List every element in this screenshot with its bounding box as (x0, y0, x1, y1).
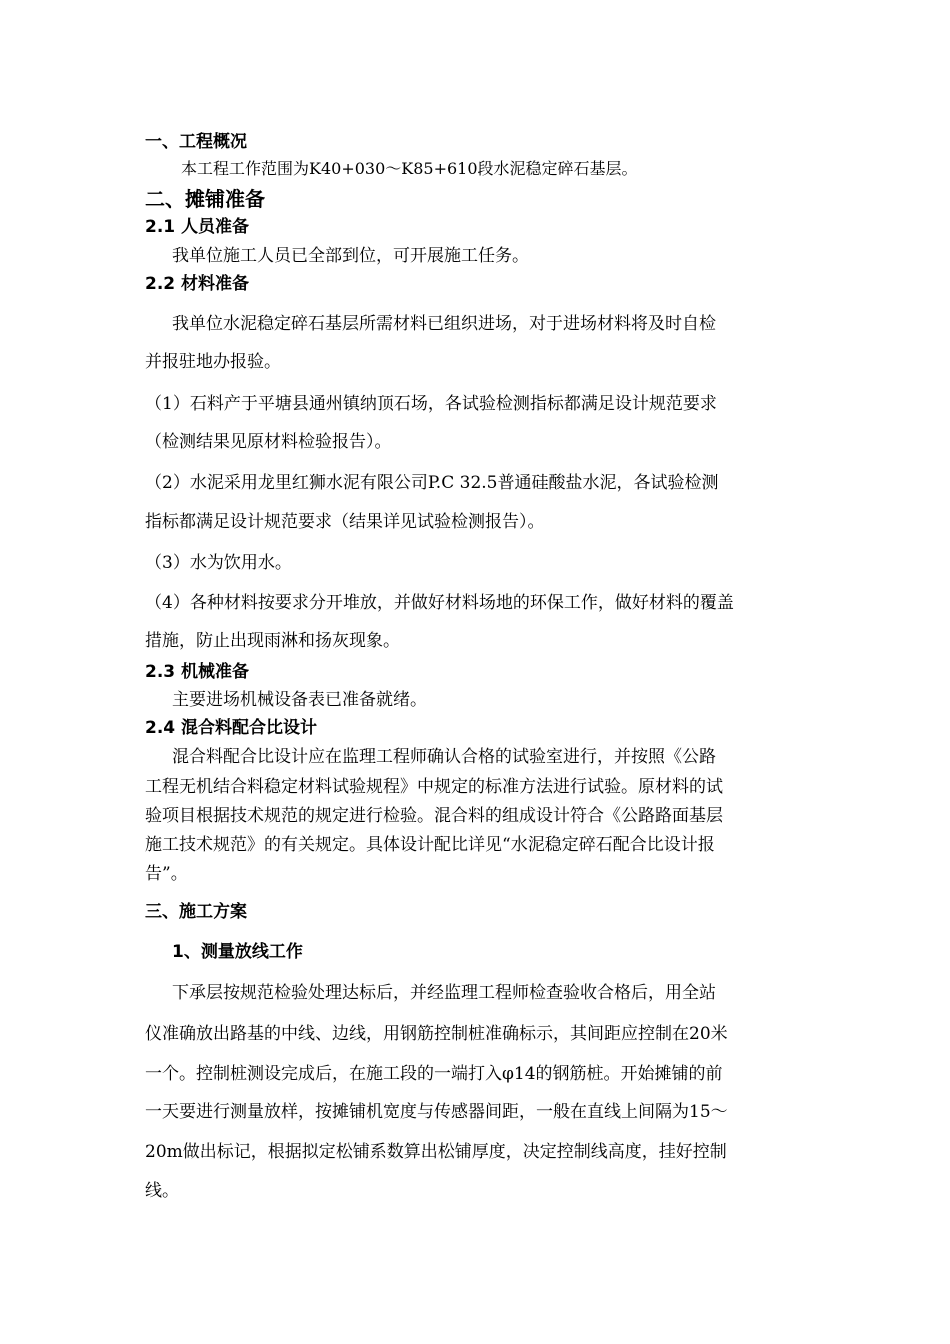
material-item-1-line: （检测结果见原材料检验报告）。 (145, 432, 392, 452)
section-2-4-paragraph-line: 施工技术规范》的有关规定。具体设计配比详见“水泥稳定碎石配合比设计报 (145, 835, 715, 855)
material-item-4-line: 措施，防止出现雨淋和扬灰现象。 (145, 631, 400, 651)
section-2-4-paragraph-line: 混合料配合比设计应在监理工程师确认合格的试验室进行，并按照《公路 (172, 747, 716, 767)
section-3-1-paragraph-line: 下承层按规范检验处理达标后，并经监理工程师检查验收合格后，用全站 (172, 983, 716, 1003)
section-3-1-heading: 1、测量放线工作 (172, 942, 303, 962)
section-1-paragraph: 本工程工作范围为K40+030～K85+610段水泥稳定碎石基层。 (181, 159, 638, 178)
section-2-2-paragraph-line: 并报驻地办报验。 (145, 352, 281, 372)
section-2-1-heading: 2.1 人员准备 (145, 217, 250, 237)
section-2-4-paragraph-line: 告”。 (145, 864, 188, 884)
section-3-1-paragraph-line: 一天要进行测量放样，按摊铺机宽度与传感器间距，一般在直线上间隔为15～ (145, 1102, 728, 1122)
section-2-3-heading: 2.3 机械准备 (145, 662, 250, 682)
section-3-1-paragraph-line: 一个。控制桩测设完成后，在施工段的一端打入φ14的钢筋桩。开始摊铺的前 (145, 1064, 723, 1084)
section-2-2-paragraph-line: 我单位水泥稳定碎石基层所需材料已组织进场，对于进场材料将及时自检 (172, 314, 716, 334)
section-2-4-paragraph-line: 工程无机结合料稳定材料试验规程》中规定的标准方法进行试验。原材料的试 (145, 777, 723, 797)
material-item-1-line: （1）石料产于平塘县通州镇纳顶石场，各试验检测指标都满足设计规范要求 (145, 394, 717, 414)
material-item-2-line: 指标都满足设计规范要求（结果详见试验检测报告）。 (145, 512, 545, 532)
section-2-4-heading: 2.4 混合料配合比设计 (145, 718, 318, 738)
section-2-4-paragraph-line: 验项目根据技术规范的规定进行检验。混合料的组成设计符合《公路路面基层 (145, 806, 723, 826)
material-item-2-line: （2）水泥采用龙里红狮水泥有限公司P.C 32.5普通硅酸盐水泥，各试验检测 (145, 473, 719, 493)
section-3-1-paragraph-line: 20m做出标记，根据拟定松铺系数算出松铺厚度，决定控制线高度，挂好控制 (145, 1142, 727, 1162)
material-item-3: （3）水为饮用水。 (145, 553, 292, 573)
material-item-4-line: （4）各种材料按要求分开堆放，并做好材料场地的环保工作，做好材料的覆盖 (145, 593, 734, 613)
section-3-1-paragraph-line: 仪准确放出路基的中线、边线，用钢筋控制桩准确标示，其间距应控制在20米 (145, 1024, 728, 1044)
section-3-heading: 三、施工方案 (145, 902, 247, 922)
section-2-heading: 二、摊铺准备 (145, 187, 265, 211)
section-2-2-heading: 2.2 材料准备 (145, 274, 250, 294)
section-3-1-paragraph-line: 线。 (145, 1181, 179, 1201)
section-1-heading: 一、工程概况 (145, 132, 247, 152)
section-2-3-paragraph: 主要进场机械设备表已准备就绪。 (172, 690, 427, 710)
section-2-1-paragraph: 我单位施工人员已全部到位，可开展施工任务。 (172, 246, 529, 266)
